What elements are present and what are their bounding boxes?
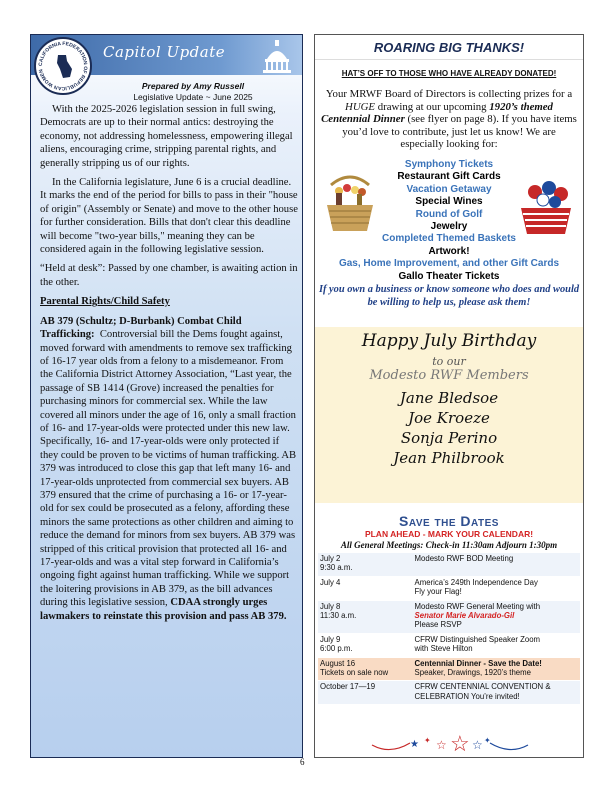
birthday-name: Sonja Perino — [400, 429, 498, 447]
birthday-box — [315, 327, 583, 503]
event-desc-3: Please RSVP — [414, 620, 462, 630]
birthday-name: Joe Kroeze — [408, 409, 490, 427]
birthday-name: Jane Bledsoe — [399, 389, 499, 407]
update-subtitle: Legislative Update ~ June 2025 — [133, 92, 253, 102]
event-date: July 2 — [320, 554, 341, 563]
event-desc-2: Speaker, Drawings, 1920’s theme — [414, 668, 531, 678]
cfrw-seal-logo — [34, 37, 92, 95]
event-time: 11:30 a.m. — [320, 611, 357, 621]
wish-list — [315, 159, 583, 283]
wish-item: Completed Themed Baskets — [382, 233, 516, 245]
event-date: July 9 — [320, 634, 341, 644]
wish-item: Special Wines — [415, 196, 483, 208]
table-row — [318, 576, 580, 600]
paragraph-ab379 — [40, 315, 298, 623]
table-row — [318, 681, 580, 705]
event-desc: America’s 249th Independence Day — [414, 577, 538, 587]
bill-close: CDAA strongly urges lawmakers to reinstate this provision and pass AB 379. — [40, 597, 287, 622]
stars-decoration-icon — [370, 729, 530, 755]
intro-text-b: drawing at our upcoming — [375, 100, 490, 113]
event-date: October 17—19 — [320, 682, 376, 692]
wish-item: Round of Golf — [415, 208, 483, 220]
svg-text:☆: ☆ — [472, 738, 483, 752]
plan-ahead-text: PLAN AHEAD - MARK YOUR CALENDAR! — [364, 529, 534, 539]
hats-off-subheading: HAT’S OFF TO THOSE WHO HAVE ALREADY DONATED! — [341, 69, 557, 78]
wish-item: Jewelry — [430, 221, 468, 233]
event-time: Tickets on sale now — [320, 668, 389, 678]
event-speaker: Senator Marie Alvarado-Gil — [414, 611, 515, 621]
svg-text:☆: ☆ — [436, 738, 447, 752]
wish-item: Symphony Tickets — [404, 159, 494, 170]
seal-text: CALIFORNIA FEDERATION OF REPUBLICAN WOMEN — [37, 40, 89, 92]
svg-text:☆: ☆ — [450, 731, 470, 755]
event-date: August 16 — [320, 658, 356, 668]
page-number: 6 — [300, 757, 305, 767]
intro-text-c: (see flyer on page 8). If you have items you’d love to contribute, just let us know! We are especially looking for: — [342, 113, 577, 151]
event-desc: CFRW Distinguished Speaker Zoom — [414, 634, 541, 644]
roaring-heading: ROARING BIG THANKS! — [315, 35, 583, 60]
prepared-by: Prepared by Amy Russell — [141, 81, 245, 91]
wish-item: Gallo Theater Tickets — [398, 270, 500, 282]
business-ask: If you own a business or know someone who does and would be willing to help us, please ask them! — [318, 284, 580, 308]
birthday-name: Jean Philbrook — [393, 449, 505, 467]
birthday-to: to our — [432, 355, 466, 368]
event-time: 6:00 p.m. — [320, 644, 353, 654]
table-row — [318, 657, 580, 681]
wish-item: Gas, Home Improvement, and other Gift Cards — [338, 258, 560, 270]
save-the-dates-heading: Save the Dates — [399, 513, 499, 529]
event-date: July 4 — [320, 577, 341, 587]
intro-text-a: Your MRWF Board of Directors is collecting prizes for a — [325, 88, 573, 100]
event-desc-2: with Steve Hilton — [414, 644, 473, 654]
birthday-members: Modesto RWF Members — [369, 368, 529, 383]
paragraph-deadline: In the California legislature, June 6 is a crucial deadline. It marks the end of the period for bills to pass in their "house of origin" (Assembly or Senate) and move to the other house for further consideration. Bills that don't clear this deadline will become "two-year bills," meaning they can be considered again in the following legislative session. — [40, 177, 298, 256]
paragraph-held-at-desk: “Held at desk”: Passed by one chamber, is awaiting action in the other. — [40, 263, 298, 288]
intro-dinner: 1920’s themed Centennial Dinner — [321, 100, 553, 126]
table-row — [318, 553, 580, 576]
capitol-update-body — [40, 103, 298, 629]
donation-intro — [321, 88, 577, 151]
event-desc-2: CELEBRATION You’re invited! — [414, 691, 520, 701]
event-desc: Centennial Dinner - Save the Date! — [414, 658, 542, 668]
svg-text:✦: ✦ — [424, 736, 431, 745]
table-row — [318, 600, 580, 633]
capitol-update-title: Capitol Update — [103, 43, 226, 61]
capitol-dome-icon — [260, 39, 294, 73]
event-desc: Modesto RWF BOD Meeting — [414, 554, 514, 563]
event-time: 9:30 a.m. — [320, 563, 353, 573]
events-table — [318, 553, 580, 705]
svg-text:✦: ✦ — [484, 736, 491, 745]
bill-title: AB 379 (Schultz; D-Burbank) Combat Child Trafficking: — [40, 315, 242, 341]
bill-body: Controversial bill the Dems fought against, moved forward with amendments to remove sex trafficking of 16-17 year olds from a felony to a misdemeanor. From the California District Attorney Association, “Last year, the passage of SB 1414 (Grove) increased the penalties for purchasing minors for commercial sex. While the law covered all minors under the age of 16, only a small fraction of 16- and 17-year-olds were protected under this new law. Specifically, 16- and 17-year-olds were only protected if they could be proven to be victims of human trafficking. AB 379 was introduced to close this gap that left many 16- and 17-year-olds unprotected from commercial sex buyers. AB 379 ensured that the crime of purchasing a 16- or 17-year-old for sex could be prosecuted as a felony, affording these minors the same protections as other children and aiming to reduce the demand for minors from sex buyers. AB 379 was stripped of this critical provision that protected all 16- and 17-year-olds and was a vital step forward in California’s ongoing fight against human trafficking. While we support the loitering provisions in AB 379, as the bill advances during this legislative session, — [40, 329, 297, 609]
table-row — [318, 633, 580, 657]
intro-huge: HUGE — [345, 100, 376, 113]
general-meetings-note: All General Meetings: Check-in 11:30am Adjourn 1:30pm — [340, 540, 558, 550]
donations-column — [314, 34, 584, 758]
event-date: July 8 — [320, 601, 341, 611]
event-desc: CFRW CENTENNIAL CONVENTION & — [414, 682, 551, 692]
event-desc-2: Fly your Flag! — [414, 587, 462, 597]
birthday-title: Happy July Birthday — [361, 331, 537, 351]
event-desc: Modesto RWF General Meeting with — [414, 601, 541, 611]
paragraph-intro: With the 2025-2026 legislation session in full swing, Democrats are up to their normal antics: destroying the economy, not addressing homelessness, empowering illegal aliens, encouraging crime, stripping parental rights, and generally stripping us of our rights. — [40, 104, 293, 169]
section-heading: Parental Rights/Child Safety — [40, 296, 170, 308]
svg-text:★: ★ — [410, 739, 419, 750]
wish-item: Restaurant Gift Cards — [397, 171, 501, 183]
capitol-update-column — [30, 34, 303, 758]
wish-item: Artwork! — [428, 245, 470, 257]
wish-item: Vacation Getaway — [406, 183, 492, 195]
